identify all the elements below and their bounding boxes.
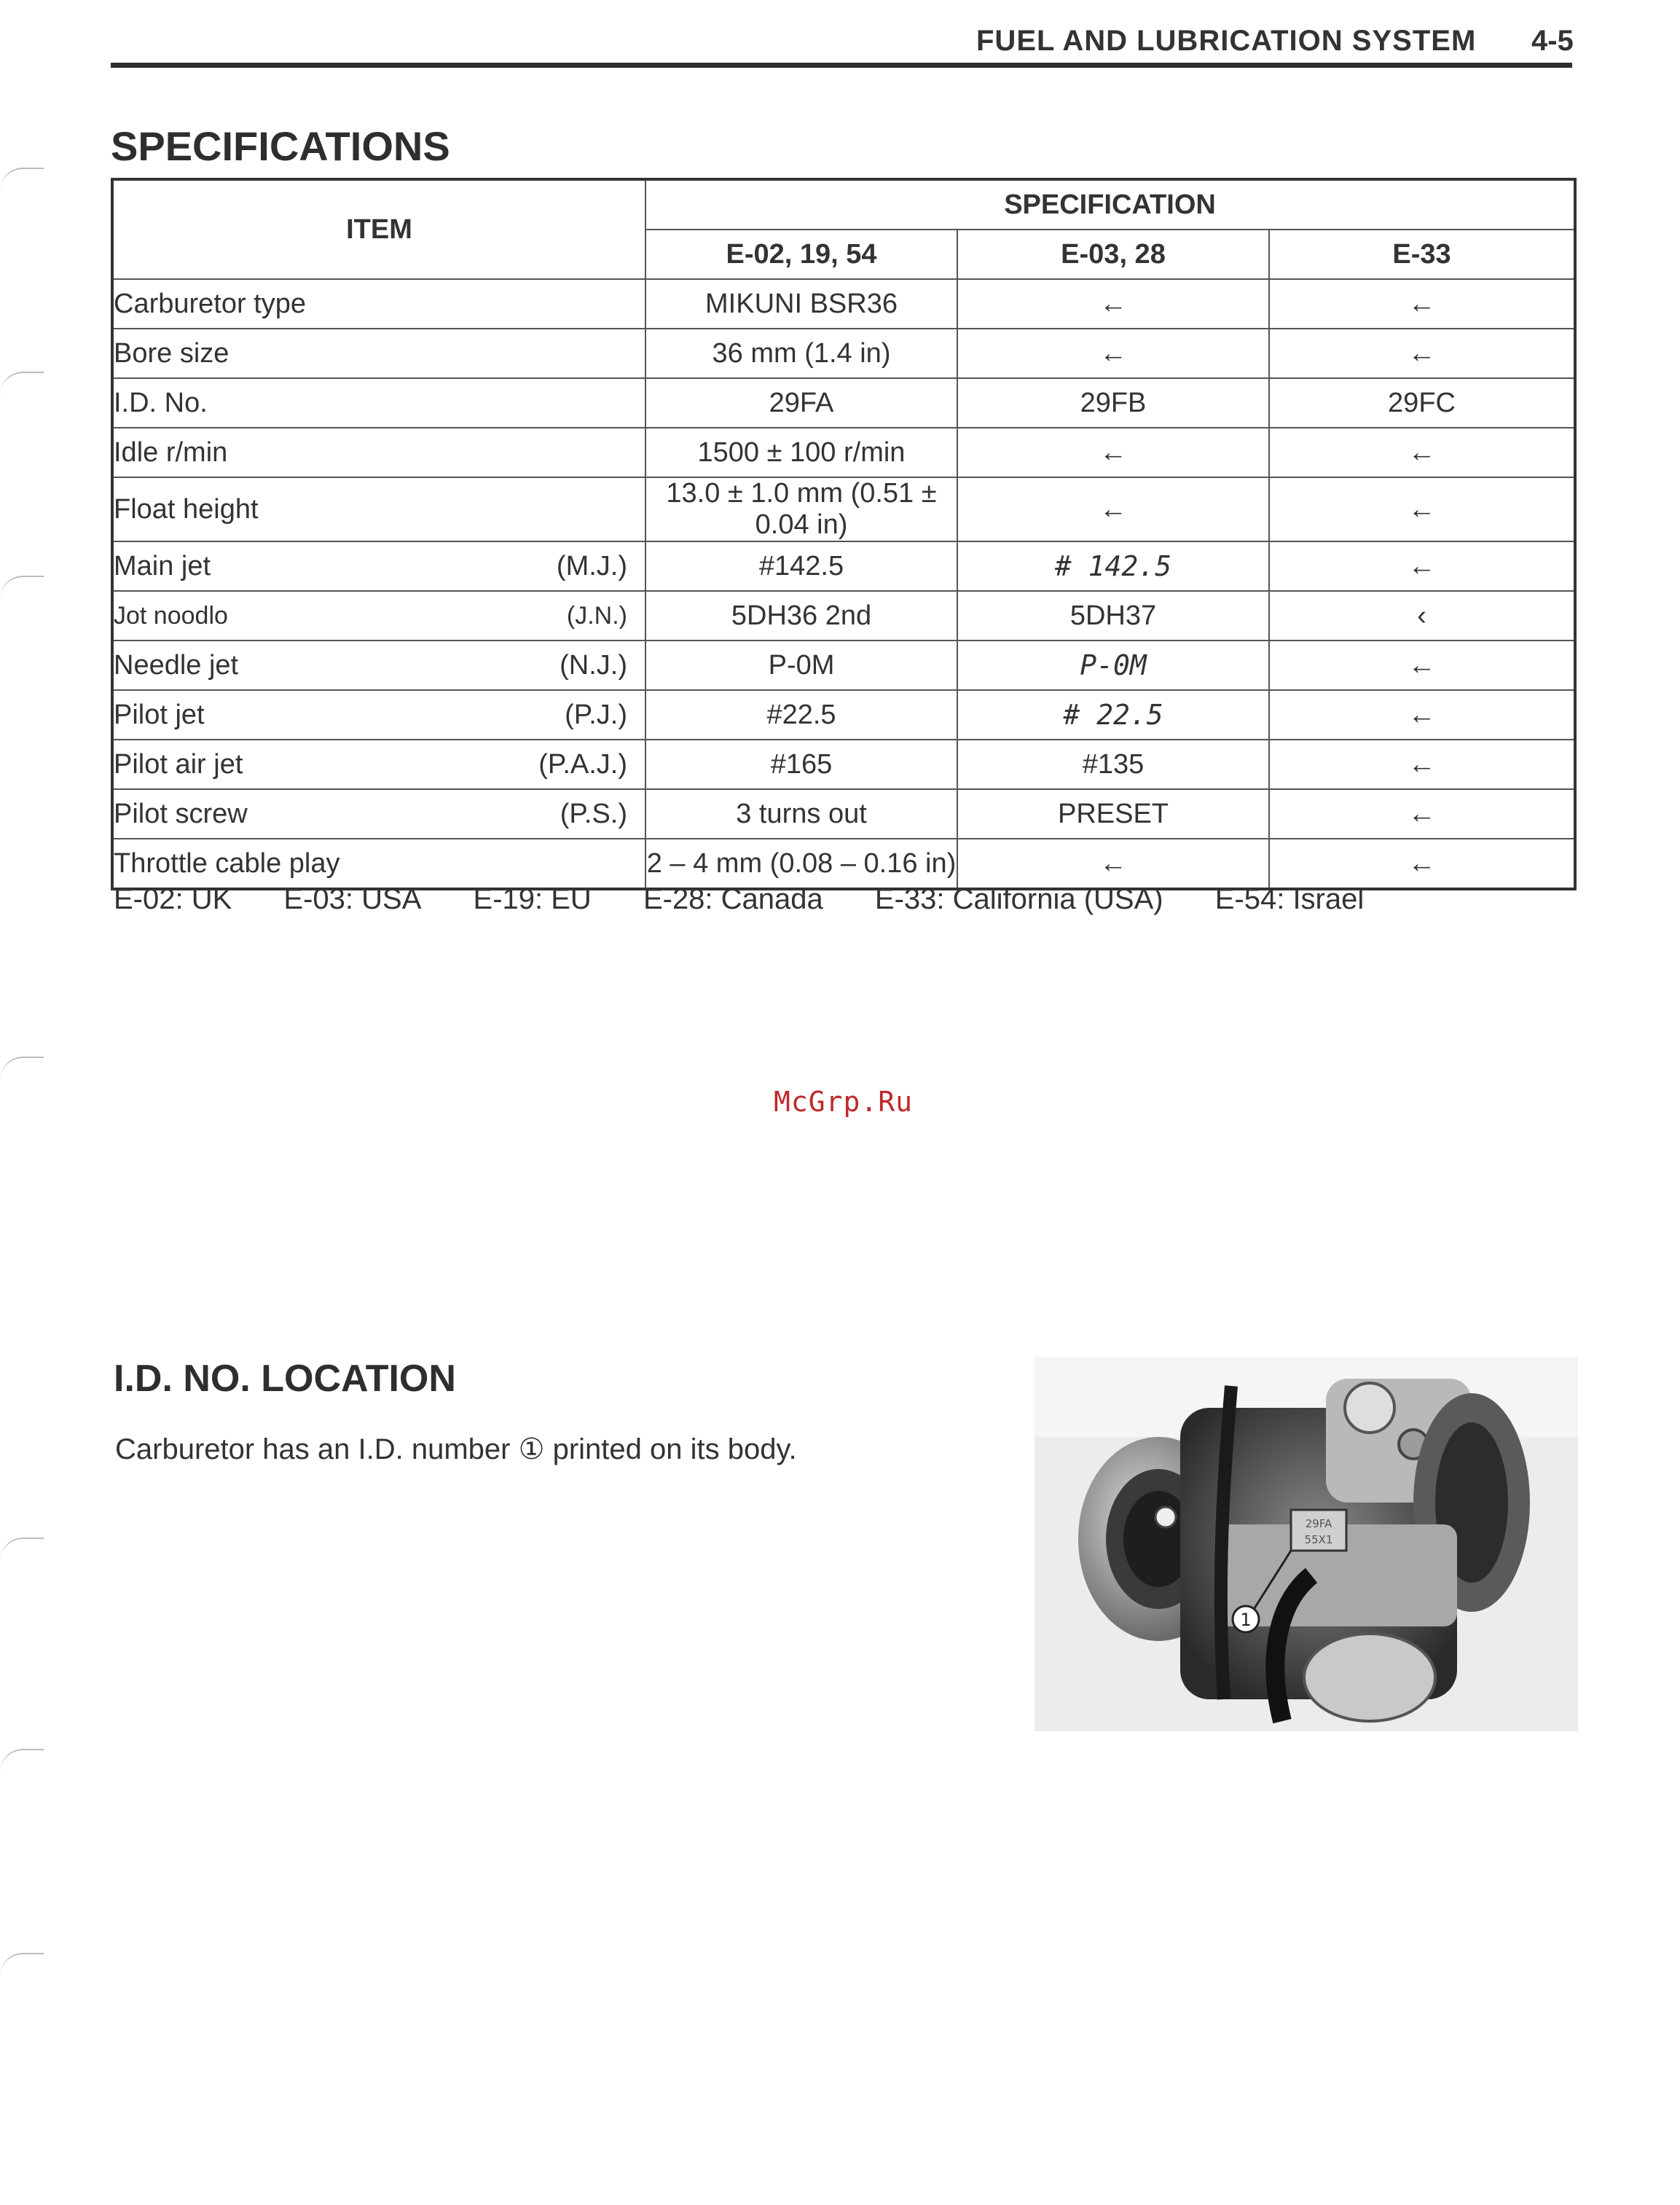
value-cell: 29FC [1269, 378, 1575, 428]
item-label: Throttle cable play [114, 847, 340, 879]
item-cell [112, 839, 645, 889]
column-header: E-02, 19, 54 [645, 230, 957, 279]
item-cell [112, 477, 645, 541]
value-cell: ← [1269, 329, 1575, 378]
item-cell [112, 329, 645, 378]
value-cell: ← [957, 428, 1269, 477]
handwritten-value-cell: P-0M [957, 641, 1269, 690]
item-abbreviation: (J.N.) [566, 601, 627, 630]
table-row [112, 591, 1575, 641]
specification-column-header: SPECIFICATION [645, 179, 1575, 230]
value-cell: ← [1269, 789, 1575, 839]
value-cell: 5DH36 2nd [645, 591, 957, 641]
table-row [112, 690, 1575, 740]
column-header: E-03, 28 [957, 230, 1269, 279]
value-cell: 3 turns out [645, 789, 957, 839]
value-cell: 36 mm (1.4 in) [645, 329, 957, 378]
value-cell: ← [957, 279, 1269, 329]
table-row [112, 428, 1575, 477]
value-cell: PRESET [957, 789, 1269, 839]
table-row [112, 541, 1575, 591]
table-row [112, 641, 1575, 690]
item-label: Idle r/min [114, 436, 228, 468]
value-cell: 29FA [645, 378, 957, 428]
margin-mark [0, 168, 44, 191]
value-cell: ← [1269, 279, 1575, 329]
item-cell [112, 690, 645, 740]
item-label: Pilot screw [114, 798, 248, 829]
specifications-table [111, 178, 1577, 890]
legend-item: E-02: UK [114, 883, 232, 915]
item-label: Needle jet [114, 649, 239, 681]
margin-mark [0, 576, 44, 599]
item-abbreviation: (N.J.) [560, 649, 627, 681]
item-label: Jot noodlo [114, 601, 228, 630]
legend-item: E-28: Canada [643, 883, 823, 915]
value-cell: 5DH37 [957, 591, 1269, 641]
item-cell [112, 641, 645, 690]
value-cell: #165 [645, 740, 957, 789]
margin-mark [0, 372, 44, 395]
item-label: I.D. No. [114, 387, 208, 418]
specifications-title: SPECIFICATIONS [111, 123, 450, 169]
legend-item: E-33: California (USA) [874, 883, 1163, 915]
item-cell [112, 591, 645, 641]
watermark-link[interactable]: McGrp.Ru [774, 1086, 914, 1118]
value-cell: ← [1269, 641, 1575, 690]
value-cell: #22.5 [645, 690, 957, 740]
value-cell: ← [1269, 740, 1575, 789]
value-cell: 2 – 4 mm (0.08 – 0.16 in) [645, 839, 957, 889]
handwritten-value-cell: # 142.5 [957, 541, 1269, 591]
value-cell: ← [1269, 541, 1575, 591]
section-header-title: FUEL AND LUBRICATION SYSTEM [976, 25, 1477, 57]
item-label: Main jet [114, 550, 211, 581]
photo-id-label-line2: 55X1 [1304, 1533, 1333, 1546]
handwritten-value-cell: # 22.5 [957, 690, 1269, 740]
value-cell: ← [1269, 477, 1575, 541]
value-cell: ← [957, 329, 1269, 378]
margin-mark [0, 1749, 44, 1772]
margin-mark [0, 1057, 44, 1080]
margin-mark [0, 1538, 44, 1561]
table-row [112, 477, 1575, 541]
legend-item: E-19: EU [473, 883, 592, 915]
photo-id-label: 29FA [1305, 1517, 1332, 1530]
margin-mark [0, 1953, 44, 1976]
table-row [112, 740, 1575, 789]
value-cell: 29FB [957, 378, 1269, 428]
value-cell: #135 [957, 740, 1269, 789]
item-cell [112, 789, 645, 839]
page-number: 4-5 [1531, 25, 1574, 57]
value-cell: 13.0 ± 1.0 mm (0.51 ± 0.04 in) [645, 477, 957, 541]
id-location-title: I.D. NO. LOCATION [114, 1358, 456, 1400]
table-row [112, 789, 1575, 839]
legend-item: E-03: USA [283, 883, 422, 915]
value-cell: #142.5 [645, 541, 957, 591]
id-location-text: Carburetor has an I.D. number ① printed on its body. [115, 1433, 797, 1465]
value-cell: ← [957, 477, 1269, 541]
item-cell [112, 541, 645, 591]
header-rule [111, 63, 1572, 68]
item-label: Float height [114, 493, 259, 525]
value-cell: ← [1269, 690, 1575, 740]
table-row [112, 378, 1575, 428]
table-row [112, 839, 1575, 889]
item-label: Carburetor type [114, 288, 307, 319]
value-cell: ← [1269, 839, 1575, 889]
value-cell: ← [1269, 428, 1575, 477]
item-cell [112, 279, 645, 329]
column-header: E-33 [1269, 230, 1575, 279]
item-abbreviation: (P.S.) [560, 798, 627, 829]
item-cell [112, 428, 645, 477]
legend-item: E-54: Israel [1214, 883, 1365, 915]
carburetor-photo [1035, 1357, 1578, 1731]
item-label: Pilot jet [114, 699, 205, 730]
item-label: Bore size [114, 337, 229, 369]
value-cell: ‹ [1269, 591, 1575, 641]
value-cell: P-0M [645, 641, 957, 690]
item-column-header: ITEM [112, 179, 645, 279]
value-cell: MIKUNI BSR36 [645, 279, 957, 329]
item-abbreviation: (P.J.) [565, 699, 627, 730]
table-row [112, 329, 1575, 378]
value-cell: 1500 ± 100 r/min [645, 428, 957, 477]
item-abbreviation: (P.A.J.) [538, 748, 627, 780]
item-abbreviation: (M.J.) [556, 550, 627, 581]
item-cell [112, 378, 645, 428]
value-cell: ← [957, 839, 1269, 889]
destination-legend [114, 883, 1364, 916]
callout-number: 1 [1240, 1610, 1252, 1630]
item-cell [112, 740, 645, 789]
item-label: Pilot air jet [114, 748, 243, 780]
table-row [112, 279, 1575, 329]
